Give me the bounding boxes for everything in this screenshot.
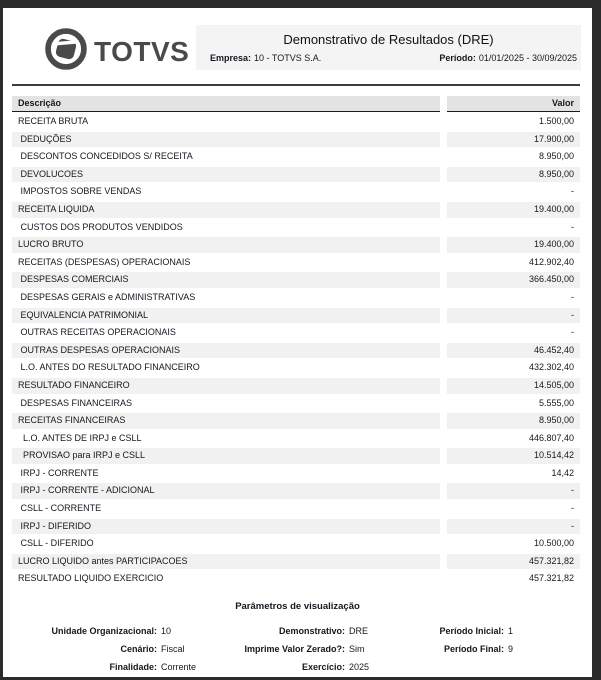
row-description: RECEITA BRUTA [18,116,89,126]
table-row [12,431,580,447]
param-item [12,622,217,640]
row-value: - [571,327,574,338]
param-item [407,622,592,640]
row-description: IMPOSTOS SOBRE VENDAS [20,186,142,197]
params-column [407,622,592,676]
table-row [12,220,580,236]
periodo-field [439,53,577,63]
row-value: 8.950,00 [447,413,580,429]
row-value: 10.500,00 [533,538,574,549]
row-description: IRPJ - CORRENTE [20,467,99,478]
row-description: RECEITA LIQUIDA [12,202,440,218]
table-row [12,554,580,570]
row-value: 457.321,82 [528,573,574,584]
row-description: CSLL - CORRENTE [20,503,102,514]
totvs-logo-text: TOTVS [94,35,190,67]
table-row [12,184,580,200]
report-title: Demonstrativo de Resultados (DRE) [283,32,494,47]
row-description: DESCONTOS CONCEDIDOS S/ RECEITA [20,151,193,162]
param-item [217,658,407,676]
row-value: 10.514,42 [447,448,580,464]
param-value: 2025 [349,662,370,673]
table-body [12,114,580,587]
row-value: 14,42 [551,467,574,478]
param-label: Imprime Valor Zerado?: [244,644,345,655]
param-label: Período Final: [443,644,504,655]
row-description: DEDUÇÕES [12,132,440,148]
table-row [12,290,580,306]
totvs-logo-icon [45,28,87,75]
table-row [12,167,580,183]
row-description: DESPESAS COMERCIAIS [12,272,440,288]
report-meta [196,47,581,63]
params-column [217,622,407,676]
param-item [407,640,592,658]
table-row [12,501,580,517]
param-label: Finalidade: [109,662,157,673]
param-value: Corrente [161,662,197,673]
row-description: CSLL - DIFERIDO [20,538,94,549]
params-grid [3,622,592,676]
table-row [12,448,580,464]
param-value: DRE [349,626,369,637]
table-row [12,114,580,130]
report-header [3,8,592,84]
row-description: RECEITAS FINANCEIRAS [12,413,440,429]
empresa-value: 10 - TOTVS S.A. [254,53,322,63]
param-label: Demonstrativo: [278,626,345,637]
row-description: IRPJ - DIFERIDO [12,519,440,535]
table-row [12,396,580,412]
row-value: 17.900,00 [447,132,580,148]
row-value: 457.321,82 [447,554,580,570]
column-header-valor: Valor [447,96,580,112]
row-value: 8.950,00 [447,167,580,183]
row-description: L.O. ANTES DO RESULTADO FINANCEIRO [20,362,200,373]
table-row [12,202,580,218]
row-value: 14.505,00 [447,378,580,394]
table-row [12,255,580,271]
row-description: RESULTADO LIQUIDO EXERCICIO [18,573,164,584]
row-value: 366.450,00 [447,272,580,288]
row-value: 432.302,40 [528,362,574,373]
row-value: - [571,291,574,302]
table-row [12,378,580,394]
row-description: PROVISAO para IRPJ e CSLL [12,448,440,464]
param-label: Cenário: [120,644,157,655]
row-description: DESPESAS FINANCEIRAS [20,397,133,408]
param-value: 9 [508,644,514,655]
table-row [12,132,580,148]
row-description: LUCRO BRUTO [12,237,440,253]
row-value: 19.400,00 [447,202,580,218]
empresa-field [210,53,321,63]
row-value: - [447,308,580,324]
report-title-box [196,25,581,70]
row-value: - [447,483,580,499]
param-label: Exercício: [301,662,345,673]
periodo-value: 01/01/2025 - 30/09/2025 [478,53,577,63]
empresa-label: Empresa: [210,53,252,63]
row-description: DEVOLUCOES [12,167,440,183]
row-value: 46.452,40 [447,343,580,359]
table-row [12,413,580,429]
row-description: CUSTOS DOS PRODUTOS VENDIDOS [20,221,183,232]
param-value: 1 [508,626,514,637]
row-value: 412.902,40 [528,256,574,267]
table-row [12,466,580,482]
row-description: LUCRO LIQUIDO antes PARTICIPACOES [12,554,440,570]
row-description: RESULTADO FINANCEIRO [12,378,440,394]
table-row [12,325,580,341]
row-description: L.O. ANTES DE IRPJ e CSLL [23,432,142,443]
param-value: 10 [161,626,172,637]
param-value: Sim [349,644,365,655]
dre-table [12,96,580,587]
param-item [217,640,407,658]
row-value: 5.555,00 [538,397,574,408]
table-row [12,343,580,359]
row-value: - [571,186,574,197]
row-value: 19.400,00 [447,237,580,253]
periodo-label: Período: [439,53,476,63]
table-row [12,272,580,288]
table-row [12,308,580,324]
row-description: RECEITAS (DESPESAS) OPERACIONAIS [18,256,191,267]
params-section [3,601,592,676]
table-row [12,360,580,376]
row-value: 446.807,40 [528,432,574,443]
table-header-row [12,96,580,112]
row-value: - [447,519,580,535]
table-row [12,483,580,499]
params-column [12,622,217,676]
param-value: Fiscal [161,644,185,655]
row-value: - [571,221,574,232]
column-header-descricao: Descrição [12,96,440,112]
totvs-logo [45,28,189,75]
row-value: 1.500,00 [538,116,574,126]
report-page [3,8,592,677]
row-value: - [571,503,574,514]
table-row [12,149,580,165]
table-row [12,536,580,552]
row-description: OUTRAS RECEITAS OPERACIONAIS [20,327,176,338]
row-value: 8.950,00 [538,151,574,162]
param-item [217,622,407,640]
table-row [12,519,580,535]
table-row [12,237,580,253]
param-label: Período Inicial: [439,626,504,637]
row-description: OUTRAS DESPESAS OPERACIONAIS [12,343,440,359]
row-description: EQUIVALENCIA PATRIMONIAL [12,308,440,324]
param-item [12,658,217,676]
param-label: Unidade Organizacional: [51,626,157,637]
row-description: DESPESAS GERAIS e ADMINISTRATIVAS [20,291,196,302]
row-description: IRPJ - CORRENTE - ADICIONAL [12,483,440,499]
param-item [12,640,217,658]
params-title: Parâmetros de visualização [235,601,360,613]
table-row [12,571,580,587]
header-divider [12,84,580,86]
